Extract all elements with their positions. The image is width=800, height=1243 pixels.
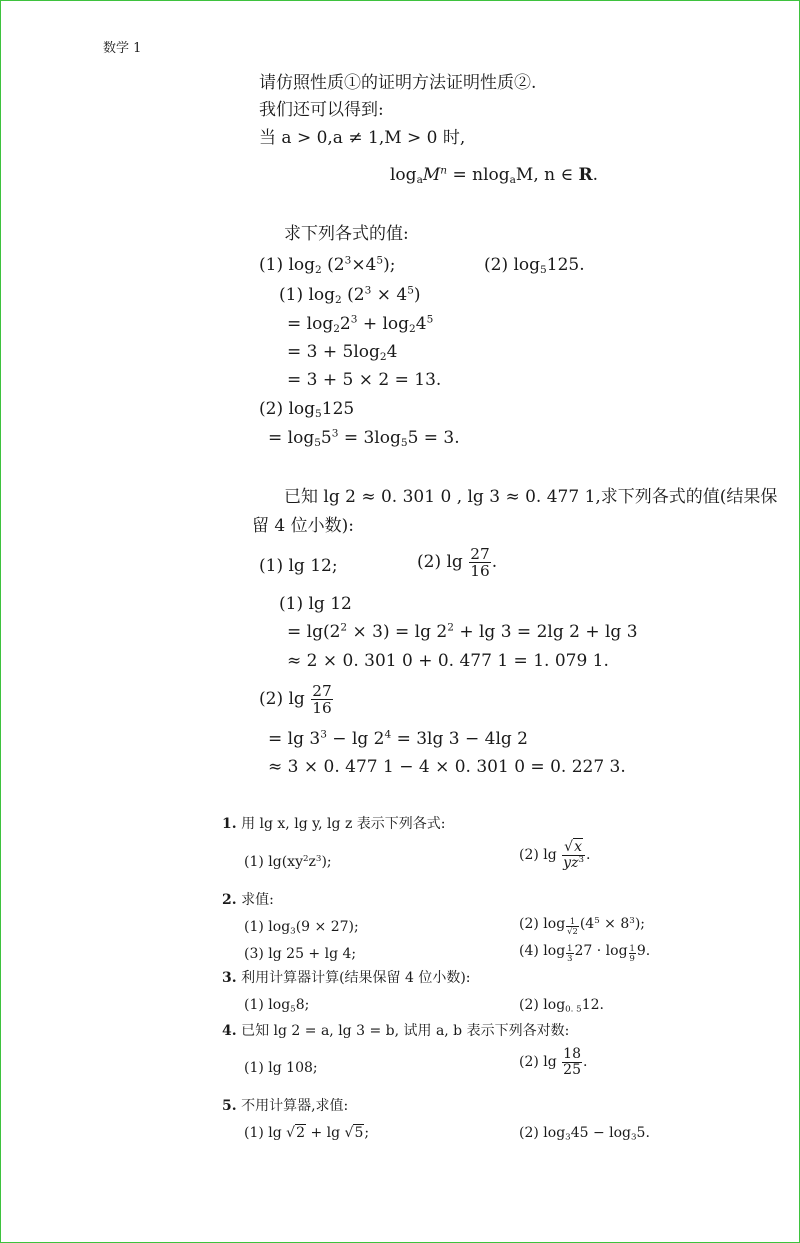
exercise-2-part-3: (3) lg 25 + lg 4; <box>244 946 357 962</box>
example-2-question-2: (2) lg $\frac{27}{16}$ . <box>417 545 498 581</box>
example-1-question-1: (1) $\log_2 (2^3\times 4^5)$; <box>259 254 396 277</box>
exercise-4-part-1: (1) lg 108; <box>244 1060 318 1076</box>
exercise-2-part-1: (1) $\log_3(9 \times 27)$; <box>244 919 359 937</box>
exercise-3: 3. 利用计算器计算(结果保留 4 位小数): <box>222 970 471 986</box>
example-1-question-2: (2) $\log_5125$. <box>484 255 585 277</box>
example-2-solution-line-3: ≈ 2 × 0. 301 0 + 0. 477 1 = 1. 079 1. <box>287 651 609 671</box>
example-2-solution-line-5: = $\lg 3^3 - \lg 2^4 = 3\lg$ 3 − 4lg 2 <box>268 728 529 749</box>
exercise-3-part-1: (1) $\log_58$; <box>244 997 310 1015</box>
exercise-5: 5. 不用计算器,求值: <box>222 1098 349 1114</box>
intro-condition: 当 a > 0,a ≠ 1,M > 0 时, <box>259 128 466 148</box>
property-formula: $\log_aM^n = nlog_aM$, n ∈ R. <box>390 164 599 187</box>
intro-line-1: 请仿照性质①的证明方法证明性质②. <box>259 73 537 93</box>
exercise-2-part-4: (4) log $\frac{1}{3}$ 27 · log $\frac{1}{9}$ 9. <box>519 943 651 963</box>
exercise-1-part-1: (1) $\lg(xy^2z^3)$; <box>244 853 332 870</box>
example-1-solution-line-5: (2) $\log_5125$ <box>259 399 355 421</box>
exercise-1-part-2: (2) lg $\frac{√x}{yz^3}$ . <box>519 839 591 871</box>
intro-line-2: 我们还可以得到: <box>259 100 384 120</box>
example-2-prompt-line-1: 已知 lg 2 ≈ 0. 301 0 , lg 3 ≈ 0. 477 1,求下列各式的值(结果保 <box>284 487 778 507</box>
example-1-solution-line-3: = $3 + 5\log_24$ <box>287 342 398 364</box>
example-1-prompt: 求下列各式的值: <box>284 224 409 244</box>
exercise-2-part-2: (2) log $\frac{1}{√2}$ $(4^5 \times 8^3)$; <box>519 915 645 936</box>
example-2-solution-line-1: (1) lg 12 <box>279 594 352 614</box>
example-2-solution-line-2: = $\lg(2^2 \times 3) = \lg 2^2 + \lg 3 = 2\lg$ 2 + lg 3 <box>287 621 638 642</box>
exercise-1: 1. 用 lg x, lg y, lg z 表示下列各式: <box>222 816 446 832</box>
example-1-solution-line-2: = $\log_22^3 + \log_24^5$ <box>287 313 434 336</box>
exercise-3-part-2: (2) $\log_{0. 5}12$. <box>519 997 604 1015</box>
exercise-4-part-2: (2) lg $\frac{18}{25}$ . <box>519 1046 588 1078</box>
example-2-solution-line-4: (2) lg $\frac{27}{16}$ <box>259 682 332 718</box>
page-header: 数学 1 <box>103 41 142 56</box>
exercise-4: 4. 已知 lg 2 = a, lg 3 = b, 试用 a, b 表示下列各对数: <box>222 1023 570 1039</box>
example-2-solution-line-6: ≈ 3 × 0. 477 1 − 4 × 0. 301 0 = 0. 227 3. <box>268 757 626 777</box>
example-1-solution-line-6: = $\log_55^3 = 3\log_55 = 3$. <box>268 427 460 450</box>
example-1-solution-line-1: (1) $\log_2 (2^3 \times 4^5)$ <box>279 284 421 307</box>
example-2-question-1: (1) lg 12; <box>259 556 338 576</box>
exercise-2: 2. 求值: <box>222 892 274 908</box>
exercise-5-part-1: (1) lg √2 + lg √5; <box>244 1125 370 1141</box>
example-2-prompt-line-2: 留 4 位小数): <box>252 516 354 536</box>
exercise-5-part-2: (2) $\log_345 - \log_35$. <box>519 1125 650 1143</box>
example-1-solution-line-4: = 3 + 5 × 2 = 13. <box>287 370 442 390</box>
